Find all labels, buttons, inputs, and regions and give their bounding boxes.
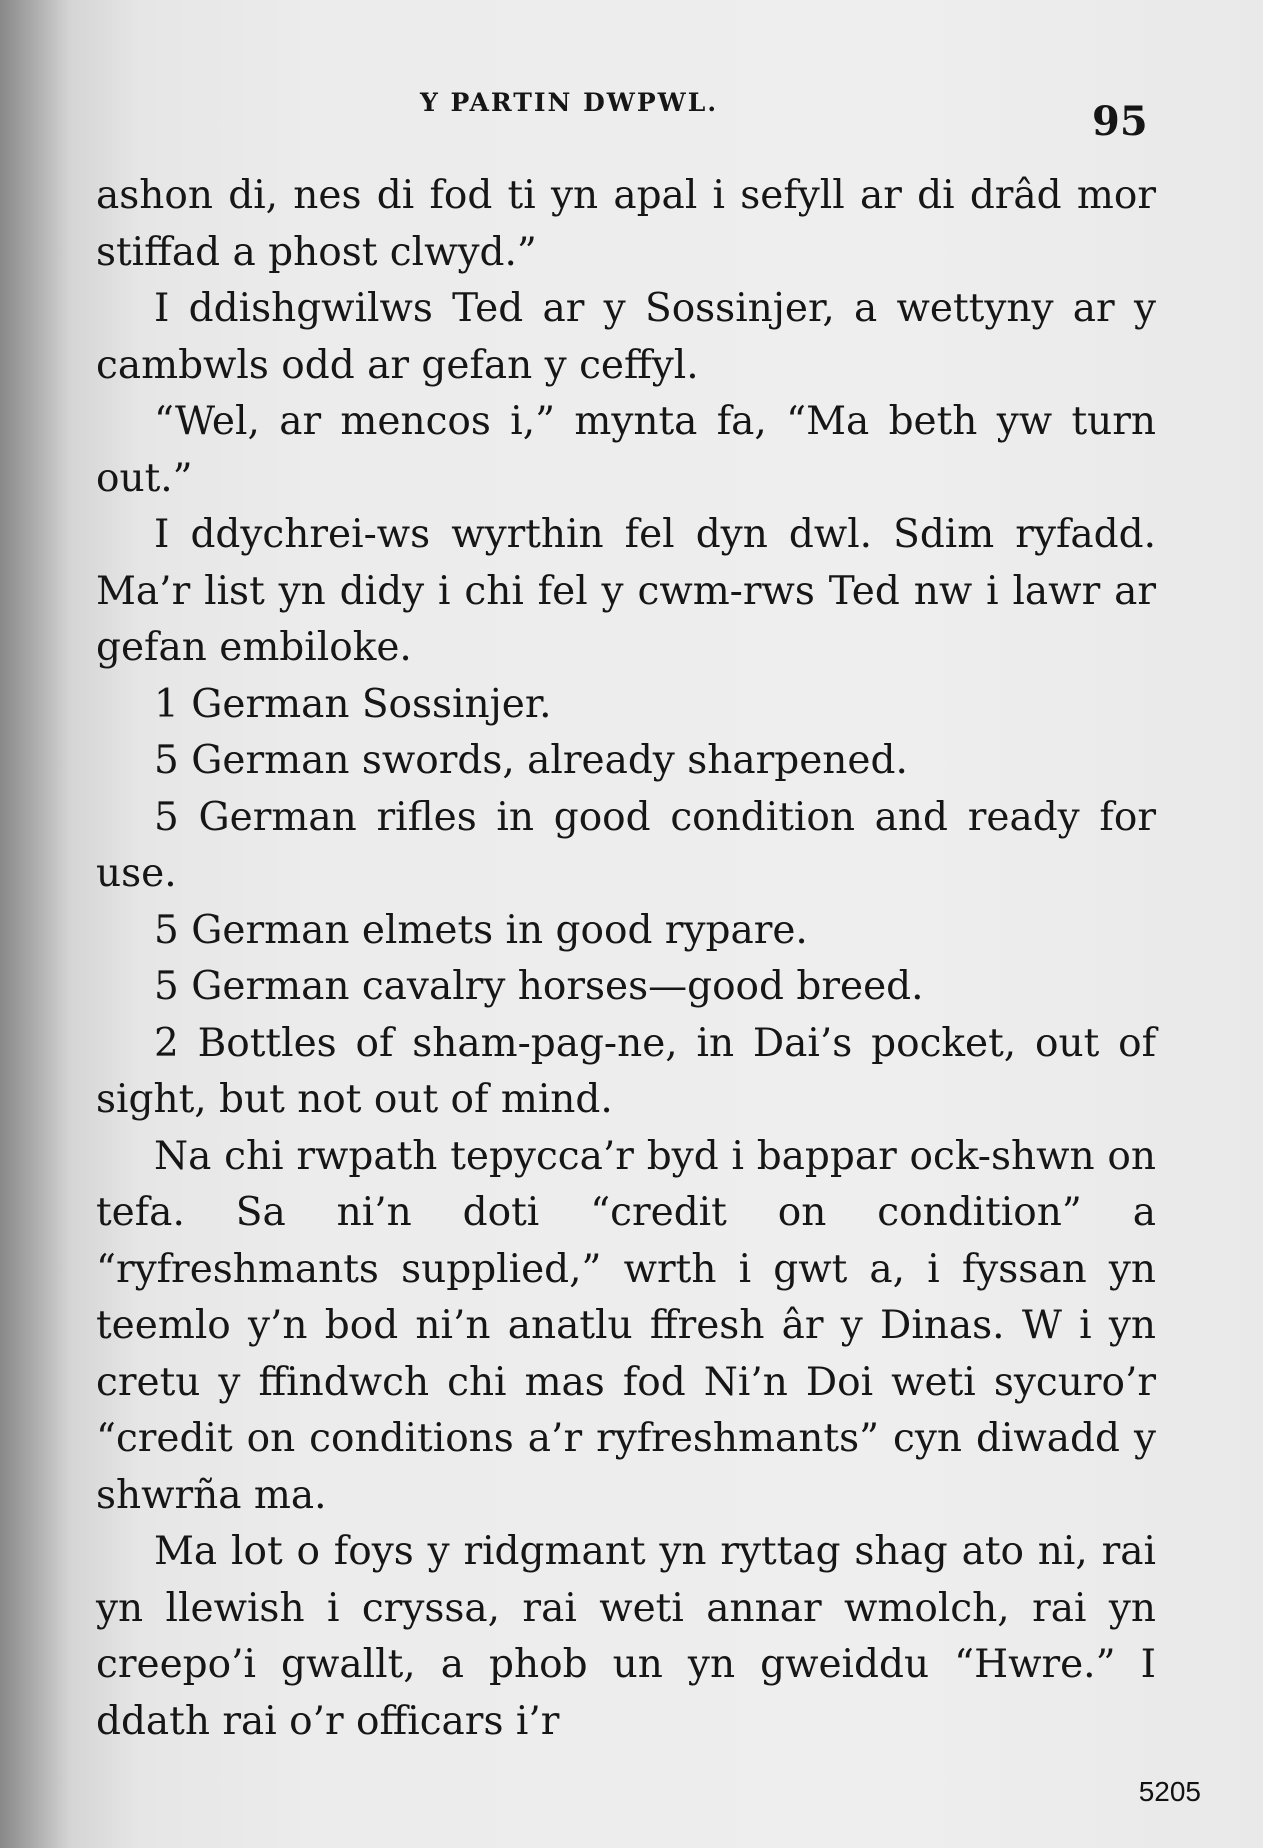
paragraph: Na chi rwpath tepycca’r byd i bappar ock-shwn on tefa. Sa ni’n doti “credit on condition” a “ryfreshmants supplied,” wrth i gwt a, i fyssan yn teemlo y’n bod ni’n anatlu ffresh âr y Dinas. W i yn cretu y ffindwch chi mas fod Ni’n Doi weti sycuro’r “credit on conditions a’r ryfreshmants” cyn diwadd y shwrña ma. — [96, 1133, 1156, 1518]
paragraph: Ma lot o foys y ridgmant yn ryttag shag ato ni, rai yn llewish i cryssa, rai weti annar wmolch, rai yn creepo’i gwallt, a phob un yn gweiddu “Hwre.” I ddath rai o’r officars i’r — [96, 1529, 1156, 1744]
page-text — [96, 168, 1156, 1750]
list-item: 1 German Sossinjer. — [154, 681, 552, 727]
list-item: 5 German rifles in good condition and ready for use. — [96, 794, 1156, 896]
list-item: 5 German swords, already sharpened. — [154, 738, 908, 783]
paragraph: ashon di, nes di fod ti yn apal i sefyll ar di drâd mor stiffad a phost clwyd.” — [96, 173, 1156, 275]
list-item: 5 German elmets in good rypare. — [154, 907, 808, 953]
page-number: 95 — [1092, 98, 1148, 145]
paragraph: I ddychrei-ws wyrthin fel dyn dwl. Sdim ryfadd. Ma’r list yn didy i chi fel y cwm-rws Ted nw i lawr ar gefan embiloke. — [96, 512, 1156, 670]
scan-id: 5205 — [1138, 1776, 1201, 1807]
running-title: Y PARTIN DWPWL. — [420, 88, 719, 117]
list-item: 5 German cavalry horses—good breed. — [154, 964, 924, 1009]
paragraph: “Wel, ar mencos i,” mynta fa, “Ma beth yw turn out.” — [96, 399, 1156, 501]
paragraph: I ddishgwilws Ted ar y Sossinjer, a wettyny ar y cambwls odd ar gefan y ceffyl. — [96, 286, 1156, 388]
list-item: 2 Bottles of sham-pag-ne, in Dai’s pocket, out of sight, but not out of mind. — [96, 1020, 1156, 1122]
